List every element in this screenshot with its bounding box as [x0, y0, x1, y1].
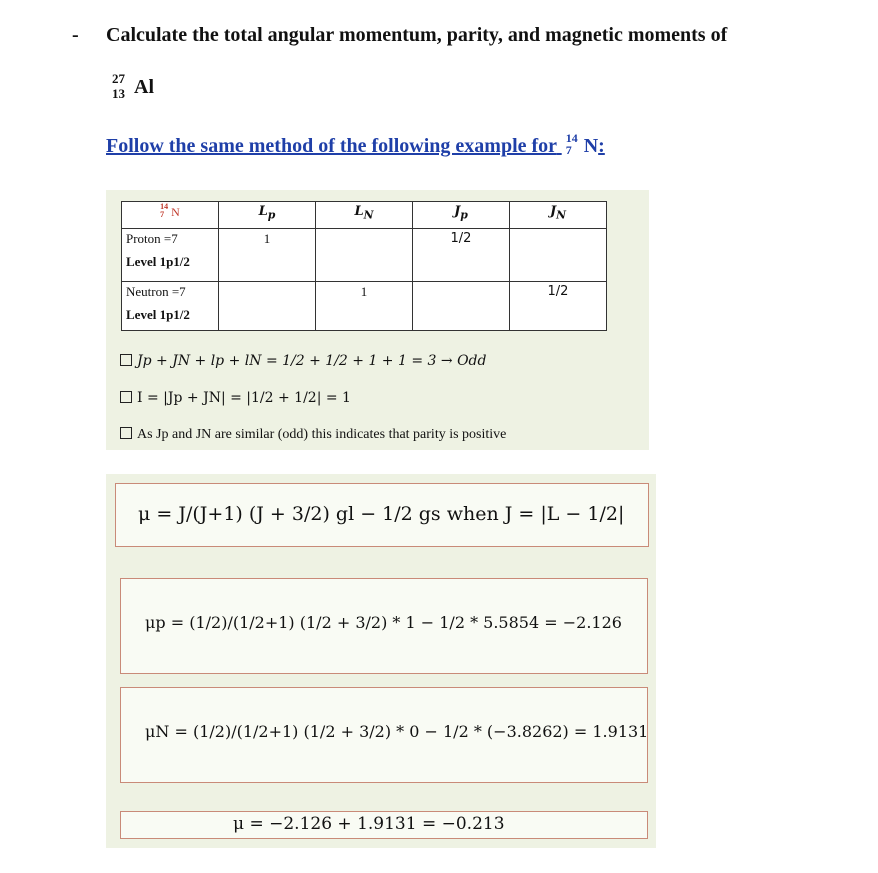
atomic-number: 13 [112, 86, 125, 101]
table-cell: 1 [316, 282, 413, 331]
row-label: Neutron =7 [126, 284, 186, 299]
task-heading: Calculate the total angular momentum, parity, and magnetic moments of [106, 24, 728, 46]
atomic-number: 7 [160, 210, 165, 219]
line-text: I = |Jp + JN| = |1/2 + 1/2| = 1 [137, 390, 351, 406]
atomic-number: 7 [565, 143, 572, 157]
example-panel [106, 190, 649, 450]
table-cell [413, 282, 510, 331]
corner-nuclide [122, 202, 219, 229]
table-cell: 1/2 [510, 282, 607, 331]
checkbox-bullet-icon [120, 391, 132, 403]
header-jp: $J_p$ [413, 202, 510, 229]
proton-label [122, 229, 219, 282]
table-cell [316, 229, 413, 282]
parity-conclusion-line [120, 427, 506, 443]
instruction-text: Follow the same method of the following example for [106, 135, 557, 157]
nucleon-table [121, 201, 607, 331]
instruction-suffix: : [598, 135, 605, 157]
row-level: Level 1p1/2 [126, 254, 190, 269]
total-formula: μ = −2.126 + 1.9131 = −0.213 [233, 814, 505, 834]
checkbox-bullet-icon [120, 354, 132, 366]
checkbox-bullet-icon [120, 427, 132, 439]
line-text: Jp + JN + lp + lN = 1/2 + 1/2 + 1 + 1 = 3 → Odd [137, 353, 487, 369]
neutron-formula-box [120, 687, 648, 783]
table-cell [510, 229, 607, 282]
proton-formula-box [120, 578, 648, 674]
row-level: Level 1p1/2 [126, 307, 190, 322]
element-symbol: Al [134, 76, 154, 98]
table-header-row [122, 202, 607, 229]
nitrogen-nuclide [565, 131, 599, 158]
element-symbol: N [583, 135, 599, 157]
neutron-formula: μN = (1/2)/(1/2+1) (1/2 + 3/2) * 0 − 1/2 * (−3.8262) = 1.9131 [145, 722, 649, 741]
spin-line [120, 390, 351, 406]
general-formula: μ = J/(J+1) (J + 3/2) gl − 1/2 gs when J = |L − 1/2| [138, 503, 625, 525]
mass-number: 14 [565, 131, 578, 145]
bullet: - [72, 24, 79, 46]
row-label: Proton =7 [126, 231, 178, 246]
header-ln: $L_N$ [316, 202, 413, 229]
mass-number: 14 [160, 202, 169, 211]
line-text: As Jp and JN are similar (odd) this indicates that parity is positive [137, 427, 507, 442]
neutron-label [122, 282, 219, 331]
table-cell: 1 [219, 229, 316, 282]
total-formula-box [120, 811, 648, 839]
instruction-line [106, 131, 605, 158]
aluminium-nuclide [112, 71, 154, 101]
header-jn: $J_N$ [510, 202, 607, 229]
proton-formula: μp = (1/2)/(1/2+1) (1/2 + 3/2) * 1 − 1/2 * 5.5854 = −2.126 [145, 613, 622, 632]
table-cell [219, 282, 316, 331]
header-lp: $L_p$ [219, 202, 316, 229]
general-formula-box [115, 483, 649, 547]
table-row [122, 282, 607, 331]
parity-sum-line [120, 353, 486, 369]
formula-panel [106, 474, 656, 848]
table-row [122, 229, 607, 282]
mass-number: 27 [112, 71, 125, 86]
table-cell: 1/2 [413, 229, 510, 282]
element-symbol: N [171, 205, 180, 219]
